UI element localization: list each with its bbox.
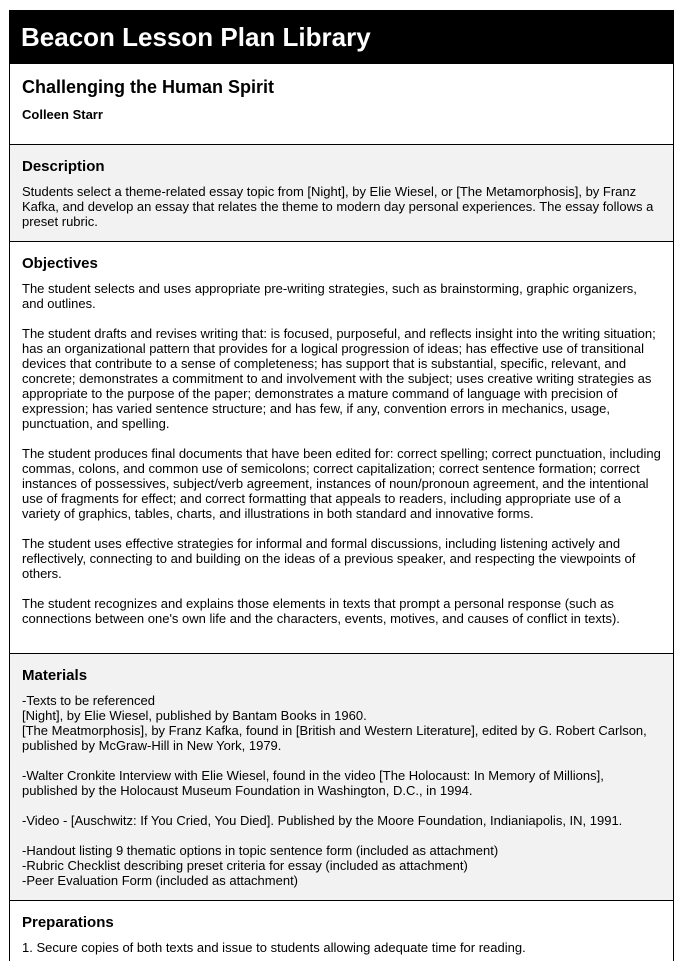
preparations-section [9,901,674,961]
description-text: Students select a theme-related essay topic from [Night], by Elie Wiesel, or [The Metamorphosis], by Franz Kafka, and develop an essay that relates the theme to modern day personal experiences. The essay follows a preset rubric. [22,184,654,229]
objectives-heading: Objectives [22,255,98,272]
materials-line: -Peer Evaluation Form (included as attachment) [22,873,299,888]
description-section [9,145,674,242]
lesson-title: Challenging the Human Spirit [22,77,275,97]
materials-line: -Handout listing 9 thematic options in topic sentence form (included as attachment) [22,843,499,858]
library-banner [9,10,674,64]
materials-line: [Night], by Elie Wiesel, published by Bantam Books in 1960. [22,708,367,723]
objective-item: The student uses effective strategies for informal and formal discussions, including listening actively and reflectively, connecting to and building on the ideas of a previous speaker, and respecting the viewpoints of others. [22,536,636,581]
objective-item: The student produces final documents that have been edited for: correct spelling; correct punctuation, including commas, colons, and common use of semicolons; correct capitalization; correct sentence formation; correct instances of possessives, subject/verb agreement, instances of noun/pronoun agreement, and the intentional use of fragments for effect; and correct formatting that appeals to readers, including appropriate use of a variety of graphics, tables, charts, and illustrations in both standard and innovative forms. [22,446,661,521]
materials-heading: Materials [22,667,88,684]
objective-item: The student drafts and revises writing that: is focused, purposeful, and reflects insight into the writing situation; has an organizational pattern that provides for a logical progression of ideas; has effective use of transitional devices that contribute to a sense of completeness; has support that is substantial, specific, relevant, and concrete; demonstrates a commitment to and involvement with the subject; uses creative writing strategies as appropriate to the purpose of the paper; demonstrates a mature command of language with precision of expression; has varied sentence structure; and has few, if any, convention errors in mechanics, usage, punctuation, and spelling. [22,326,656,431]
materials-texts-group [22,693,661,753]
preparation-item: 1. Secure copies of both texts and issue to students allowing adequate time for reading. [22,940,526,955]
materials-handouts-group [22,843,661,888]
materials-interview: -Walter Cronkite Interview with Elie Wiesel, found in the video [The Holocaust: In Memory of Millions], published by the Holocaust Museum Foundation in Washington, D.C., in 1994. [22,768,604,798]
lesson-author: Colleen Starr [22,107,103,122]
objectives-section [9,242,674,654]
materials-line: -Rubric Checklist describing preset criteria for essay (included as attachment) [22,858,468,873]
materials-video: -Video - [Auschwitz: If You Cried, You Died]. Published by the Moore Foundation, Indianiapolis, IN, 1991. [22,813,623,828]
materials-line: -Texts to be referenced [22,693,155,708]
objective-item: The student selects and uses appropriate pre-writing strategies, such as brainstorming, graphic organizers, and outlines. [22,281,637,311]
lesson-header [9,64,674,145]
lesson-plan-page [9,10,674,961]
objective-item: The student recognizes and explains those elements in texts that prompt a personal response (such as connections between one's own life and the characters, events, motives, and causes of conflict in texts). [22,596,620,626]
preparations-heading: Preparations [22,914,114,931]
materials-section [9,654,674,901]
description-heading: Description [22,158,105,175]
materials-line: [The Meatmorphosis], by Franz Kafka, found in [British and Western Literature], edited by G. Robert Carlson, published by McGraw-Hill in New York, 1979. [22,723,647,753]
library-title: Beacon Lesson Plan Library [21,22,371,52]
